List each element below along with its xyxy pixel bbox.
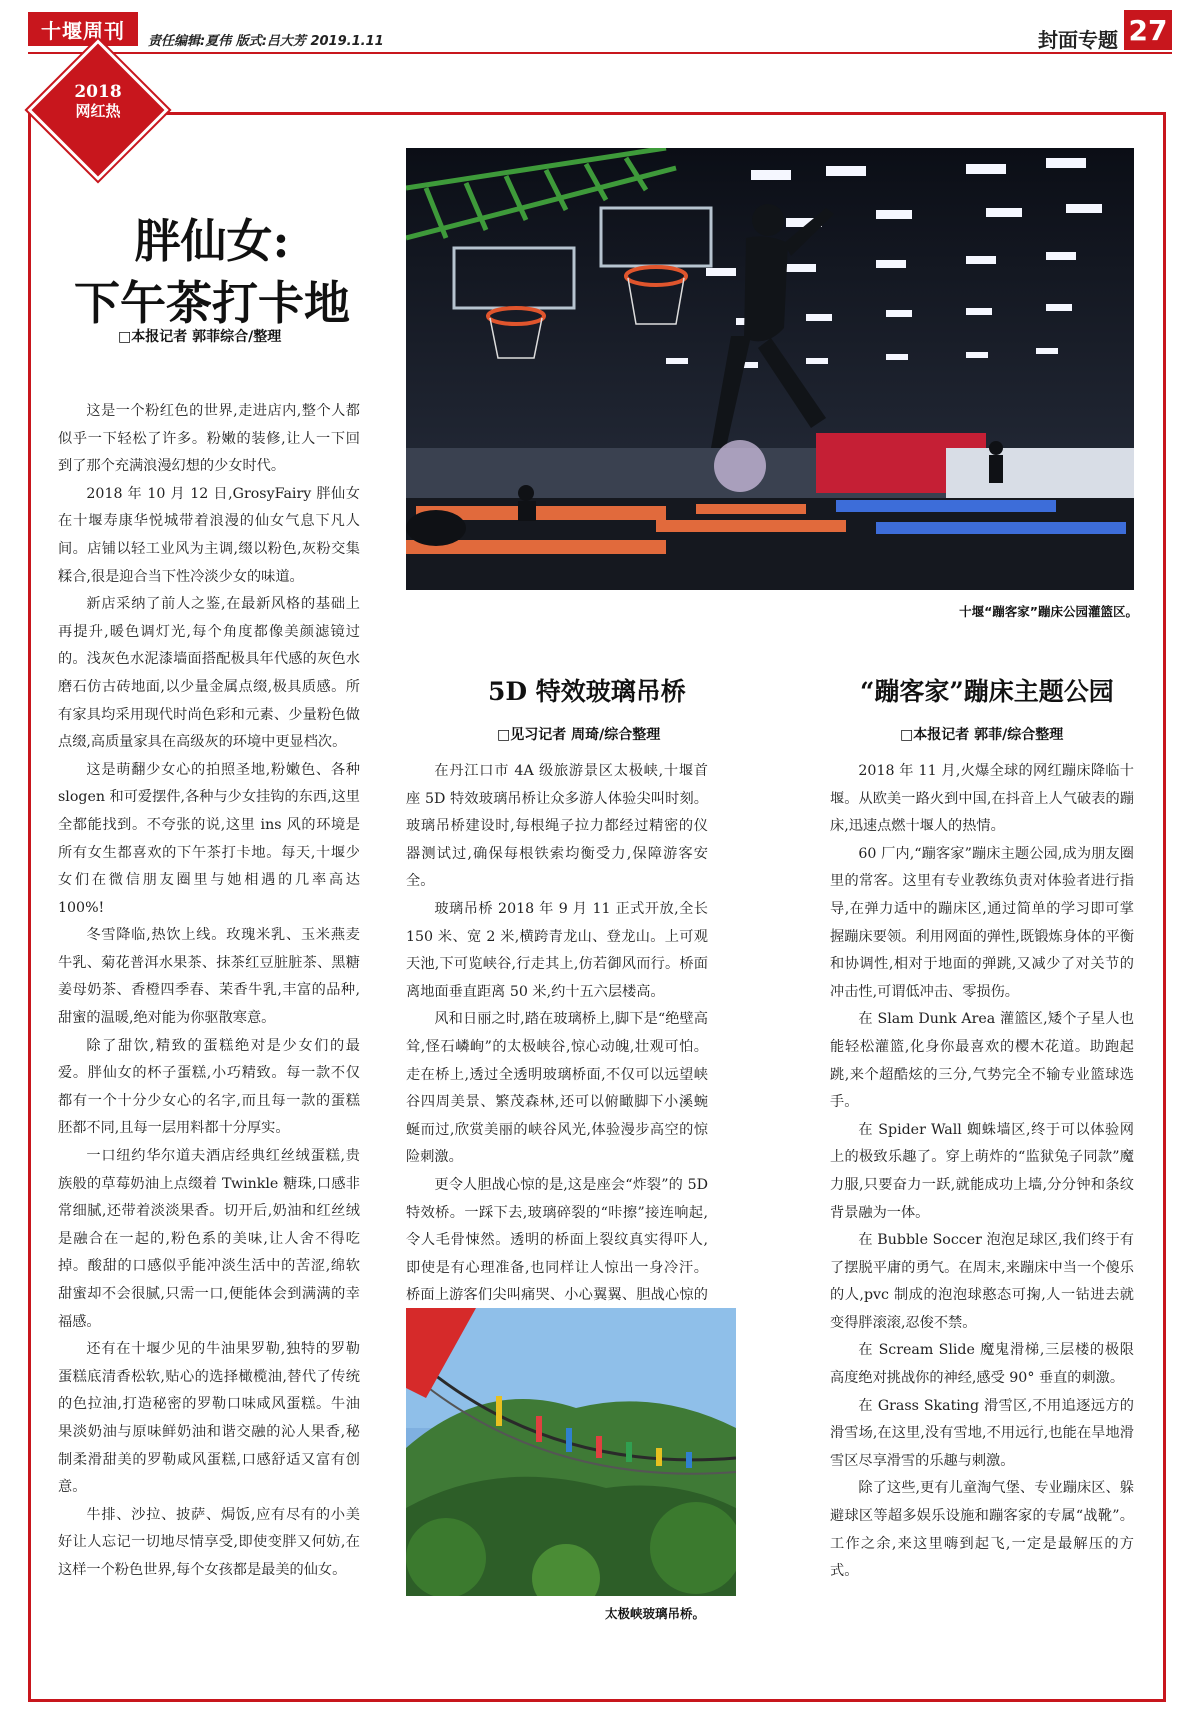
feature-byline: □本报记者 郭菲综合/整理 (118, 329, 282, 345)
trampoline-photo-caption: 十堰“蹦客家”蹦床公园灌篮区。 (959, 604, 1138, 619)
paragraph: 2018 年 10 月 12 日,GrosyFairy 胖仙女在十堰寿康华悦城带着浪漫的仙女气息下凡人间。店铺以轻工业风为主调,缀以粉色,灰粉交集糅合,很是迎合当下性冷淡少女的味道。 (58, 485, 360, 585)
glass-bridge-illustration (406, 1308, 736, 1596)
trampoline-park-illustration (406, 148, 1134, 590)
paragraph: 牛排、沙拉、披萨、焗饭,应有尽有的小美好让人忘记一切地尽情享受,即使变胖又何妨,在这样一个粉色世界,每个女孩都是最美的仙女。 (58, 1506, 360, 1578)
paragraph: 在 Slam Dunk Area 灌篮区,矮个子星人也能轻松灌篮,化身你最喜欢的樱木花道。助跑起跳,来个超酷炫的三分,气势完全不输专业篮球选手。 (830, 1011, 1134, 1111)
paragraph: 更令人胆战心惊的是,这是座会“炸裂”的 5D 特效桥。一踩下去,玻璃碎裂的“咔擦”接连响起,令人毛骨悚然。透明的桥面上裂纹真实得吓人,即使是有心理准备,也同样让人惊出一身冷汗。桥面上游客们尖叫痛哭、小心翼翼、胆战心惊的 (406, 1176, 708, 1304)
glass-bridge-photo (406, 1308, 736, 1596)
masthead-logo: 十堰周刊 (28, 12, 138, 46)
page-number: 27 (1124, 10, 1172, 50)
paragraph: 除了甜饮,精致的蛋糕绝对是少女们的最爱。胖仙女的杯子蛋糕,小巧精致。每一款不仅都有一个十分少女心的名字,而且每一款的蛋糕胚都不同,且每一层用料都十分厚实。 (58, 1037, 360, 1137)
section-name: 封面专题 (1038, 28, 1118, 52)
paragraph: 在 Grass Skating 滑雪区,不用追逐远方的滑雪场,在这里,没有雪地,不用远行,也能在旱地滑雪区尽享滑雪的乐趣与刺激。 (830, 1397, 1134, 1469)
feature-body (58, 398, 360, 1585)
paragraph: 在 Spider Wall 蜘蛛墙区,终于可以体验网上的极致乐趣了。穿上萌炸的“监狱兔子同款”魔力服,只要奋力一跃,就能成功上墙,分分钟和条纹背景融为一体。 (830, 1121, 1134, 1221)
topic-badge-text (48, 82, 148, 120)
paragraph: 这是萌翻少女心的拍照圣地,粉嫩色、各种 slogen 和可爱摆件,各种与少女挂钩的东西,这里全都能找到。不夸张的说,这里 ins 风的环境是所有女生都喜欢的下午茶打卡地。每天,十堰少女们在微信朋友圈里与她相遇的几率高达 100%! (58, 761, 360, 916)
bridge-article-byline: □见习记者 周琦/综合整理 (497, 727, 661, 743)
bridge-photo-caption: 太极峡玻璃吊桥。 (604, 1606, 706, 1621)
feature-title-line1: 胖仙女: (134, 214, 290, 268)
trampoline-article-title: “蹦客家”蹦床主题公园 (860, 677, 1114, 706)
paragraph: 除了这些,更有儿童淘气堡、专业蹦床区、躲避球区等超多娱乐设施和蹦客家的专属“战靴”。工作之余,来这里嗨到起飞,一定是最解压的方式。 (830, 1480, 1134, 1580)
editor-credits: 责任编辑:夏伟 版式:吕大芳 2019.1.11 (148, 34, 384, 49)
paragraph: 还有在十堰少见的牛油果罗勒,独特的罗勒蛋糕底清香松软,贴心的选择橄榄油,替代了传统的色拉油,打造秘密的罗勒口味咸风蛋糕。牛油果淡奶油与原味鲜奶油和谐交融的沁人果香,秘制柔滑甜美的罗勒咸风蛋糕,口感舒适又富有创意。 (58, 1341, 360, 1496)
header-rule (28, 52, 1172, 54)
paragraph: 2018 年 11 月,火爆全球的网红蹦床降临十堰。从欧美一路火到中国,在抖音上人气破表的蹦床,迅速点燃十堰人的热情。 (830, 763, 1134, 835)
trampoline-article-byline: □本报记者 郭菲/综合整理 (900, 727, 1064, 743)
feature-title (62, 210, 362, 334)
paragraph: 这是一个粉红色的世界,走进店内,整个人都似乎一下轻松了许多。粉嫩的装修,让人一下回到了那个充满浪漫幻想的少女时代。 (58, 403, 360, 475)
badge-year: 2018 (74, 82, 122, 102)
feature-title-line2: 下午茶打卡地 (74, 276, 350, 330)
paragraph: 在 Bubble Soccer 泡泡足球区,我们终于有了摆脱平庸的勇气。在周末,来蹦床中当一个傻乐的人,pvc 制成的泡泡球憨态可掬,人一钻进去就变得胖滚滚,忍俊不禁。 (830, 1232, 1134, 1331)
paragraph: 60 厂内,“蹦客家”蹦床主题公园,成为朋友圈里的常客。这里有专业教练负责对体验者进行指导,在弹力适中的蹦床区,通过简单的学习即可掌握蹦床要领。利用网面的弹性,既锻炼身体的平衡和协调性,相对于地面的弹跳,又减少了对关节的冲击性,可谓低冲击、零损伤。 (830, 845, 1134, 1000)
trampoline-article-body (830, 758, 1134, 1586)
paragraph: 风和日丽之时,踏在玻璃桥上,脚下是“绝壁高耸,怪石嶙峋”的太极峡谷,惊心动魄,壮观可怕。走在桥上,透过全透明玻璃桥面,不仅可以远望峡谷四周美景、繁茂森林,还可以俯瞰脚下小溪蜿蜒而过,欣赏美丽的峡谷风光,体验漫步高空的惊险刺激。 (406, 1011, 708, 1166)
paragraph: 在 Scream Slide 魔鬼滑梯,三层楼的极限高度绝对挑战你的神经,感受 90° 垂直的刺激。 (830, 1342, 1134, 1387)
paragraph: 在丹江口市 4A 级旅游景区太极峡,十堰首座 5D 特效玻璃吊桥让众多游人体验尖叫时刻。玻璃吊桥建设时,每根绳子拉力都经过精密的仪器测试过,确保每根铁索均衡受力,保障游客安全。 (406, 763, 708, 890)
paragraph: 玻璃吊桥 2018 年 9 月 11 正式开放,全长 150 米、宽 2 米,横跨青龙山、登龙山。上可观天池,下可览峡谷,行走其上,仿若御风而行。桥面离地面垂直距离 50 米,约十五六层楼高。 (406, 900, 708, 1000)
paragraph: 一口纽约华尔道夫酒店经典红丝绒蛋糕,贵族般的草莓奶油上点缀着 Twinkle 糖珠,口感非常细腻,还带着淡淡果香。切开后,奶油和红丝绒是融合在一起的,粉色系的美味,让人舍不得吃掉。酸甜的口感似乎能冲淡生活中的苦涩,绵软甜蜜却不会很腻,只需一口,便能体会到满满的幸福感。 (58, 1148, 360, 1330)
bridge-article-title: 5D 特效玻璃吊桥 (488, 677, 686, 706)
bridge-article-body (406, 758, 708, 1365)
paragraph: 新店采纳了前人之鉴,在最新风格的基础上再提升,暖色调灯光,每个角度都像美颜滤镜过的。浅灰色水泥漆墙面搭配极具年代感的灰色水磨石仿古砖地面,以少量金属点缀,极具质感。所有家具均采用现代时尚色彩和元素、少量粉色做点缀,高质量家具在高级灰的环境中更显档次。 (58, 596, 360, 751)
badge-tag: 网红热 (75, 102, 121, 121)
trampoline-park-photo (406, 148, 1134, 590)
paragraph: 冬雪降临,热饮上线。玫瑰米乳、玉米燕麦牛乳、菊花普洱水果茶、抹茶红豆脏脏茶、黑糖姜母奶茶、香橙四季春、茉香牛乳,丰富的品种,甜蜜的温暖,绝对能为你驱散寒意。 (58, 927, 360, 1027)
